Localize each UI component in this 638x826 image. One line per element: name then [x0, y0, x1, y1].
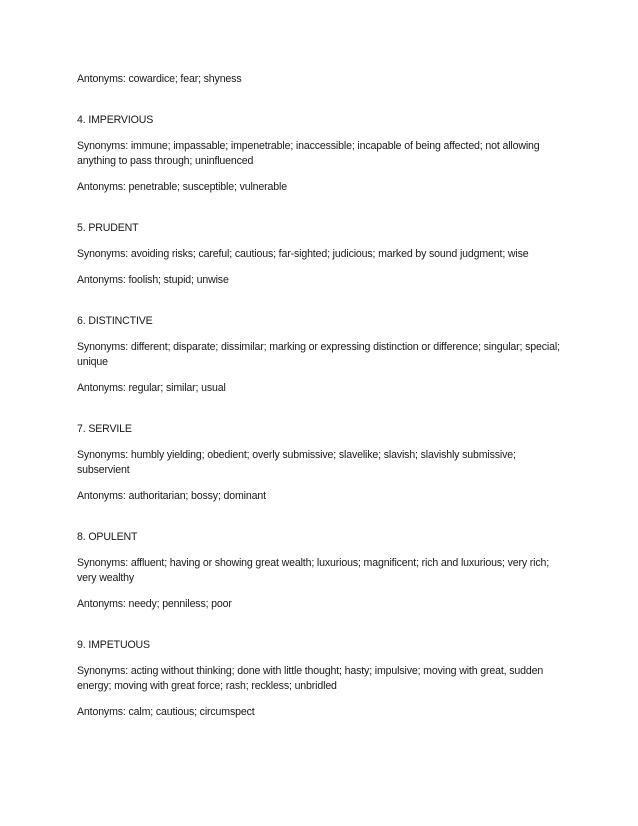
entry-distinctive: [77, 314, 562, 396]
entry-servile: [77, 422, 562, 504]
entry-heading: 9. IMPETUOUS: [77, 639, 150, 651]
entry-antonyms: Antonyms: penetrable; susceptible; vulnerable: [77, 181, 287, 193]
entry-heading: 4. IMPERVIOUS: [77, 114, 154, 126]
entry-heading: 6. DISTINCTIVE: [77, 315, 153, 327]
entry-antonyms: Antonyms: foolish; stupid; unwise: [77, 274, 229, 286]
entry-opulent: [77, 530, 562, 612]
entry-impervious: [77, 113, 562, 195]
document-body: [77, 72, 562, 720]
entry-synonyms: Synonyms: avoiding risks; careful; cautious; far-sighted; judicious; marked by sound judgment; wise: [77, 248, 529, 260]
entry-heading: 5. PRUDENT: [77, 222, 139, 234]
entry-antonyms: Antonyms: authoritarian; bossy; dominant: [77, 490, 266, 502]
entry-heading: 8. OPULENT: [77, 531, 138, 543]
entry-synonyms: Synonyms: affluent; having or showing great wealth; luxurious; magnificent; rich and luxurious; very rich; very wealthy: [77, 557, 550, 584]
entry-impetuous: [77, 638, 562, 720]
entry-prudent: [77, 221, 562, 288]
entry-antonyms: Antonyms: regular; similar; usual: [77, 382, 226, 394]
entry-heading: 7. SERVILE: [77, 423, 132, 435]
entry-antonyms: Antonyms: needy; penniless; poor: [77, 598, 232, 610]
entry-synonyms: Synonyms: humbly yielding; obedient; overly submissive; slavelike; slavish; slavishly submissive; subservient: [77, 449, 516, 476]
entry-synonyms: Synonyms: acting without thinking; done with little thought; hasty; impulsive; moving with great, sudden energy; moving with great force; rash; reckless; unbridled: [77, 665, 544, 692]
entry-synonyms: Synonyms: different; disparate; dissimilar; marking or expressing distinction or difference; singular; special; unique: [77, 341, 560, 368]
entry-antonyms: Antonyms: calm; cautious; circumspect: [77, 706, 255, 718]
entry-synonyms: Synonyms: immune; impassable; impenetrable; inaccessible; incapable of being affected; not allowing anything to pass through; uninfluenced: [77, 140, 540, 167]
intro-antonyms: Antonyms: cowardice; fear; shyness: [77, 73, 242, 85]
